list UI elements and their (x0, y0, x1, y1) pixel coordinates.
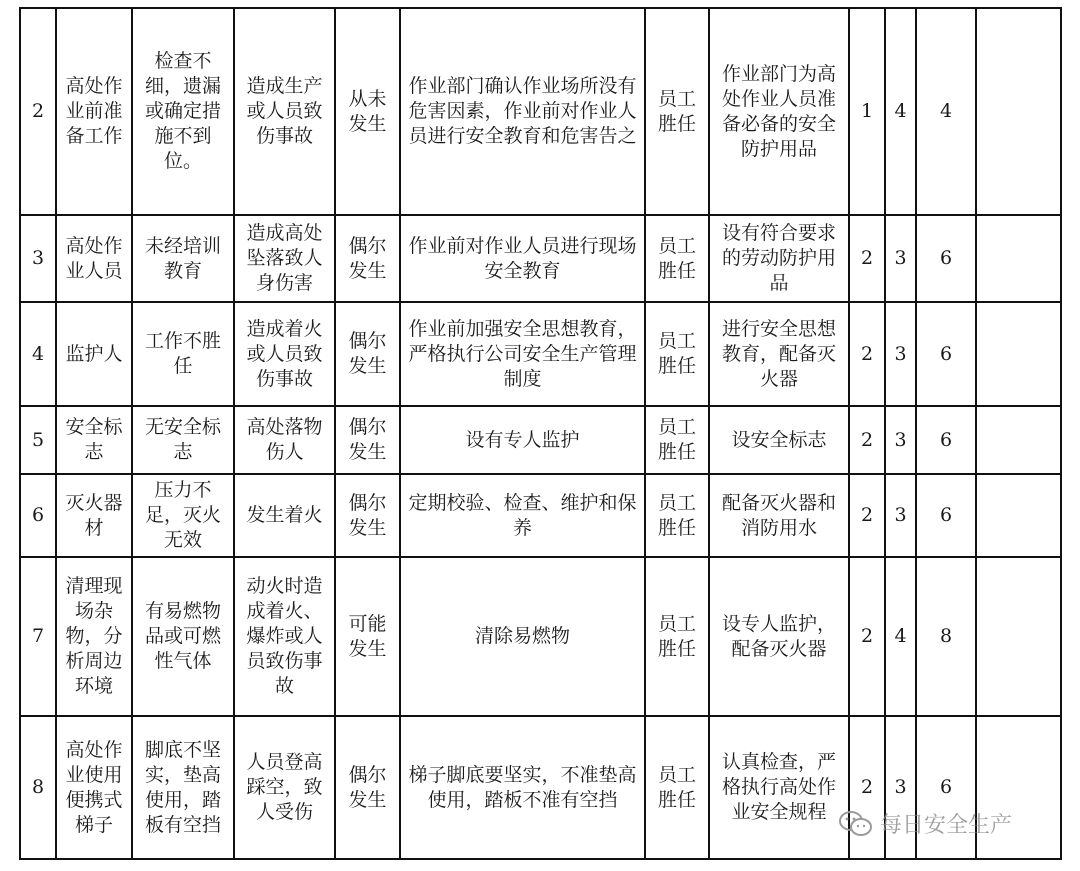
consequence-cell: 造成高处坠落致人身伤害 (234, 215, 335, 302)
work-item-cell: 高处作业前准备工作 (56, 8, 132, 215)
risk-value-cell: 4 (916, 8, 976, 215)
existing-control-cell: 定期校验、检查、维护和保养 (400, 474, 645, 557)
table-row (20, 302, 1061, 406)
row-number-cell: 6 (20, 474, 56, 557)
likelihood-cell: 从未发生 (335, 8, 400, 215)
likelihood-cell: 偶尔发生 (335, 406, 400, 474)
risk-assessment-table (19, 7, 1062, 860)
likelihood-score-cell: 2 (849, 474, 885, 557)
severity-score-cell: 3 (885, 302, 916, 406)
work-item-cell: 灭火器材 (56, 474, 132, 557)
table-row (20, 716, 1061, 859)
hazard-cause-cell: 压力不足，灭火无效 (132, 474, 234, 557)
risk-value-cell: 6 (916, 302, 976, 406)
table-row (20, 406, 1061, 474)
work-item-cell: 监护人 (56, 302, 132, 406)
work-item-cell: 安全标志 (56, 406, 132, 474)
remarks-cell (976, 557, 1061, 716)
row-number-cell: 2 (20, 8, 56, 215)
row-number-cell: 7 (20, 557, 56, 716)
control-measure-cell: 配备灭火器和消防用水 (709, 474, 849, 557)
table-body (20, 8, 1061, 859)
remarks-cell (976, 215, 1061, 302)
remarks-cell (976, 474, 1061, 557)
severity-score-cell: 4 (885, 557, 916, 716)
severity-score-cell: 3 (885, 215, 916, 302)
watermark-text: 每日安全生产 (880, 813, 1013, 838)
likelihood-score-cell: 2 (849, 302, 885, 406)
hazard-cause-cell: 工作不胜任 (132, 302, 234, 406)
severity-score-cell: 3 (885, 406, 916, 474)
control-measure-cell: 设安全标志 (709, 406, 849, 474)
existing-control-cell: 作业前加强安全思想教育，严格执行公司安全生产管理制度 (400, 302, 645, 406)
work-item-cell: 高处作业使用便携式梯子 (56, 716, 132, 859)
personnel-capability-cell: 员工胜任 (645, 557, 709, 716)
likelihood-cell: 可能发生 (335, 557, 400, 716)
row-number-cell: 3 (20, 215, 56, 302)
control-measure-cell: 设专人监护，配备灭火器 (709, 557, 849, 716)
row-number-cell: 8 (20, 716, 56, 859)
hazard-cause-cell: 未经培训教育 (132, 215, 234, 302)
likelihood-score-cell: 2 (849, 406, 885, 474)
row-number-cell: 5 (20, 406, 56, 474)
likelihood-cell: 偶尔发生 (335, 716, 400, 859)
severity-score-cell: 4 (885, 8, 916, 215)
likelihood-cell: 偶尔发生 (335, 215, 400, 302)
consequence-cell: 造成着火或人员致伤事故 (234, 302, 335, 406)
table-row (20, 215, 1061, 302)
existing-control-cell: 清除易燃物 (400, 557, 645, 716)
risk-value-cell: 6 (916, 406, 976, 474)
control-measure-cell: 认真检查，严格执行高处作业安全规程 (709, 716, 849, 859)
remarks-cell (976, 302, 1061, 406)
severity-score-cell: 3 (885, 716, 916, 859)
likelihood-score-cell: 2 (849, 557, 885, 716)
control-measure-cell: 作业部门为高处作业人员准备必备的安全防护用品 (709, 8, 849, 215)
hazard-cause-cell: 检查不细，遗漏或确定措施不到位。 (132, 8, 234, 215)
table-row (20, 8, 1061, 215)
remarks-cell (976, 406, 1061, 474)
table-row (20, 474, 1061, 557)
existing-control-cell: 设有专人监护 (400, 406, 645, 474)
consequence-cell: 高处落物伤人 (234, 406, 335, 474)
likelihood-score-cell: 2 (849, 215, 885, 302)
work-item-cell: 高处作业人员 (56, 215, 132, 302)
likelihood-score-cell: 1 (849, 8, 885, 215)
existing-control-cell: 作业部门确认作业场所没有危害因素，作业前对作业人员进行安全教育和危害告之 (400, 8, 645, 215)
personnel-capability-cell: 员工胜任 (645, 215, 709, 302)
row-number-cell: 4 (20, 302, 56, 406)
risk-value-cell: 8 (916, 557, 976, 716)
consequence-cell: 人员登高踩空，致人受伤 (234, 716, 335, 859)
personnel-capability-cell: 员工胜任 (645, 716, 709, 859)
consequence-cell: 发生着火 (234, 474, 335, 557)
remarks-cell (976, 716, 1061, 859)
severity-score-cell: 3 (885, 474, 916, 557)
control-measure-cell: 设有符合要求的劳动防护用品 (709, 215, 849, 302)
consequence-cell: 造成生产或人员致伤事故 (234, 8, 335, 215)
personnel-capability-cell: 员工胜任 (645, 302, 709, 406)
table-row (20, 557, 1061, 716)
personnel-capability-cell: 员工胜任 (645, 406, 709, 474)
hazard-cause-cell: 有易燃物品或可燃性气体 (132, 557, 234, 716)
consequence-cell: 动火时造成着火、爆炸或人员致伤事故 (234, 557, 335, 716)
likelihood-cell: 偶尔发生 (335, 302, 400, 406)
risk-value-cell: 6 (916, 716, 976, 859)
risk-value-cell: 6 (916, 474, 976, 557)
existing-control-cell: 梯子脚底要坚实，不准垫高使用，踏板不准有空挡 (400, 716, 645, 859)
hazard-cause-cell: 脚底不坚实，垫高使用，踏板有空挡 (132, 716, 234, 859)
likelihood-cell: 偶尔发生 (335, 474, 400, 557)
work-item-cell: 清理现场杂物，分析周边环境 (56, 557, 132, 716)
control-measure-cell: 进行安全思想教育，配备灭火器 (709, 302, 849, 406)
likelihood-score-cell: 2 (849, 716, 885, 859)
personnel-capability-cell: 员工胜任 (645, 474, 709, 557)
hazard-cause-cell: 无安全标志 (132, 406, 234, 474)
remarks-cell (976, 8, 1061, 215)
personnel-capability-cell: 员工胜任 (645, 8, 709, 215)
existing-control-cell: 作业前对作业人员进行现场安全教育 (400, 215, 645, 302)
risk-value-cell: 6 (916, 215, 976, 302)
